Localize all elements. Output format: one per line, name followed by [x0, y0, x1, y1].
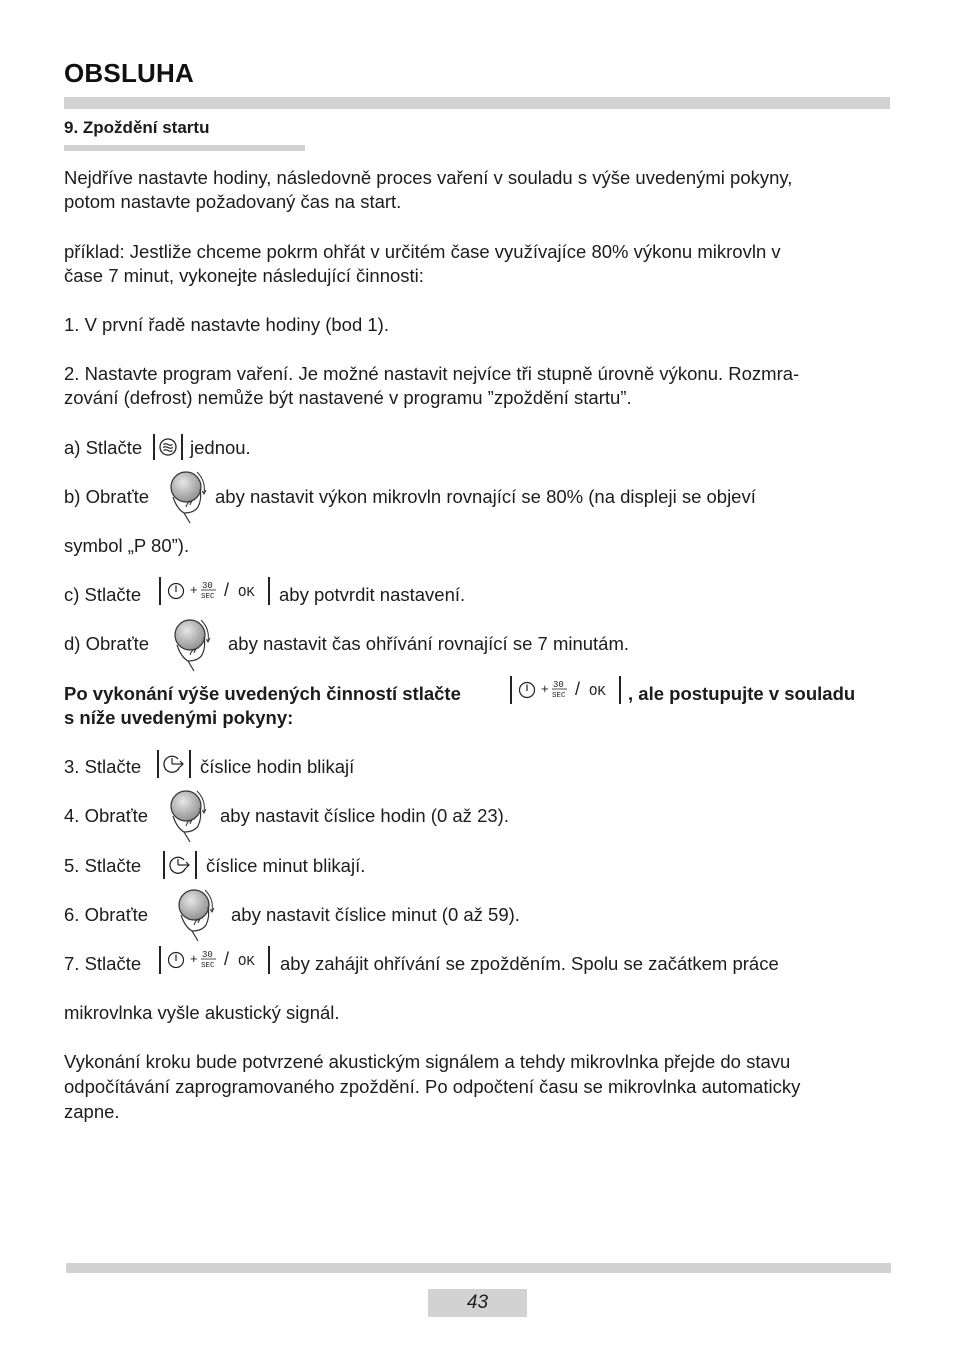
slash-label: / [224, 949, 230, 969]
start-ok-icon [166, 948, 268, 972]
step-4-prefix: 4. Obraťte [64, 805, 149, 826]
bold-instruction-prefix: Po vykonání výše uvedených činností stlačte [64, 683, 461, 704]
page-title: OBSLUHA [64, 58, 194, 88]
step-5-suffix: číslice minut blikají. [206, 855, 366, 876]
final-line-3: zapne. [64, 1101, 120, 1122]
step-7-prefix: 7. Stlačte [64, 953, 142, 974]
secs-bottom-label: SEC [201, 962, 215, 970]
step-2-line-2: zování (defrost) nemůže být nastavené v programu ”zpoždění startu”. [64, 387, 632, 408]
slash-label: / [224, 580, 230, 600]
bold-instruction-line-2: s níže uvedenými pokyny: [64, 707, 294, 728]
clock-timer-icon [168, 854, 192, 876]
final-line-1: Vykonání kroku bude potvrzené akustickým signálem a tehdy mikrovlnka přejde do stavu [64, 1051, 791, 1072]
rotary-knob-icon [164, 786, 212, 844]
step-7-suffix: aby zahájit ohřívání se zpožděním. Spolu se začátkem práce [280, 953, 779, 974]
clock-timer-button [163, 851, 197, 879]
clock-timer-icon [162, 753, 186, 775]
plus-label: + [190, 951, 198, 966]
ok-label: OK [589, 684, 606, 700]
ok-label: OK [238, 585, 255, 601]
secs-top-label: 30 [202, 950, 213, 960]
step-c-suffix: aby potvrdit nastavení. [279, 584, 466, 605]
start-ok-button [159, 946, 270, 974]
start-ok-icon [517, 678, 619, 702]
example-line-2: čase 7 minut, vykonejte následující činnosti: [64, 265, 424, 286]
rotary-knob-icon [168, 615, 216, 673]
step-b-suffix: aby nastavit výkon mikrovln rovnající se 80% (na displeji se objeví [215, 486, 756, 507]
step-3-suffix: číslice hodin blikají [200, 756, 355, 777]
start-ok-icon [166, 579, 268, 603]
page-number: 43 [428, 1289, 527, 1317]
secs-bottom-label: SEC [552, 692, 566, 700]
step-b-prefix: b) Obraťte [64, 486, 150, 507]
header-divider [64, 97, 890, 109]
step-d-suffix: aby nastavit čas ohřívání rovnající se 7 minutám. [228, 633, 630, 654]
start-ok-button [159, 577, 270, 605]
start-ok-button [510, 676, 621, 704]
step-c-prefix: c) Stlačte [64, 584, 142, 605]
step-a-prefix: a) Stlačte [64, 437, 143, 458]
step-d-prefix: d) Obraťte [64, 633, 150, 654]
plus-label: + [541, 681, 549, 696]
footer-divider [66, 1263, 891, 1273]
clock-timer-button [157, 750, 191, 778]
intro-line-2: potom nastavte požadovaný čas na start. [64, 191, 402, 212]
step-a-suffix: jednou. [190, 437, 251, 458]
section-title: 9. Zpoždění startu [64, 118, 210, 137]
bold-instruction-suffix: , ale postupujte v souladu [628, 683, 856, 704]
step-3-prefix: 3. Stlačte [64, 756, 142, 777]
intro-line-1: Nejdříve nastavte hodiny, následovně proces vaření v souladu s výše uvedenými pokyny, [64, 167, 793, 188]
step-b-continued: symbol „P 80”). [64, 535, 190, 556]
step-6-prefix: 6. Obraťte [64, 904, 149, 925]
final-line-2: odpočítávání zaprogramovaného zpoždění. Po odpočtení času se mikrovlnka automaticky [64, 1076, 801, 1097]
secs-top-label: 30 [202, 581, 213, 591]
step-2-line-1: 2. Nastavte program vaření. Je možné nastavit nejvíce tři stupně úrovně výkonu. Rozmra- [64, 363, 800, 384]
rotary-knob-icon [164, 467, 212, 525]
section-underline [64, 145, 305, 151]
microwave-power-icon [158, 437, 178, 457]
secs-bottom-label: SEC [201, 593, 215, 601]
plus-label: + [190, 582, 198, 597]
microwave-power-button [153, 434, 183, 460]
step-7-continued: mikrovlnka vyšle akustický signál. [64, 1002, 340, 1023]
slash-label: / [575, 679, 581, 699]
step-4-suffix: aby nastavit číslice hodin (0 až 23). [220, 805, 509, 826]
step-1: 1. V první řadě nastavte hodiny (bod 1). [64, 314, 389, 335]
rotary-knob-icon [172, 885, 220, 943]
step-6-suffix: aby nastavit číslice minut (0 až 59). [231, 904, 520, 925]
example-line-1: příklad: Jestliže chceme pokrm ohřát v určitém čase využívajíce 80% výkonu mikrovln v [64, 241, 781, 262]
step-5-prefix: 5. Stlačte [64, 855, 142, 876]
secs-top-label: 30 [553, 680, 564, 690]
ok-label: OK [238, 954, 255, 970]
